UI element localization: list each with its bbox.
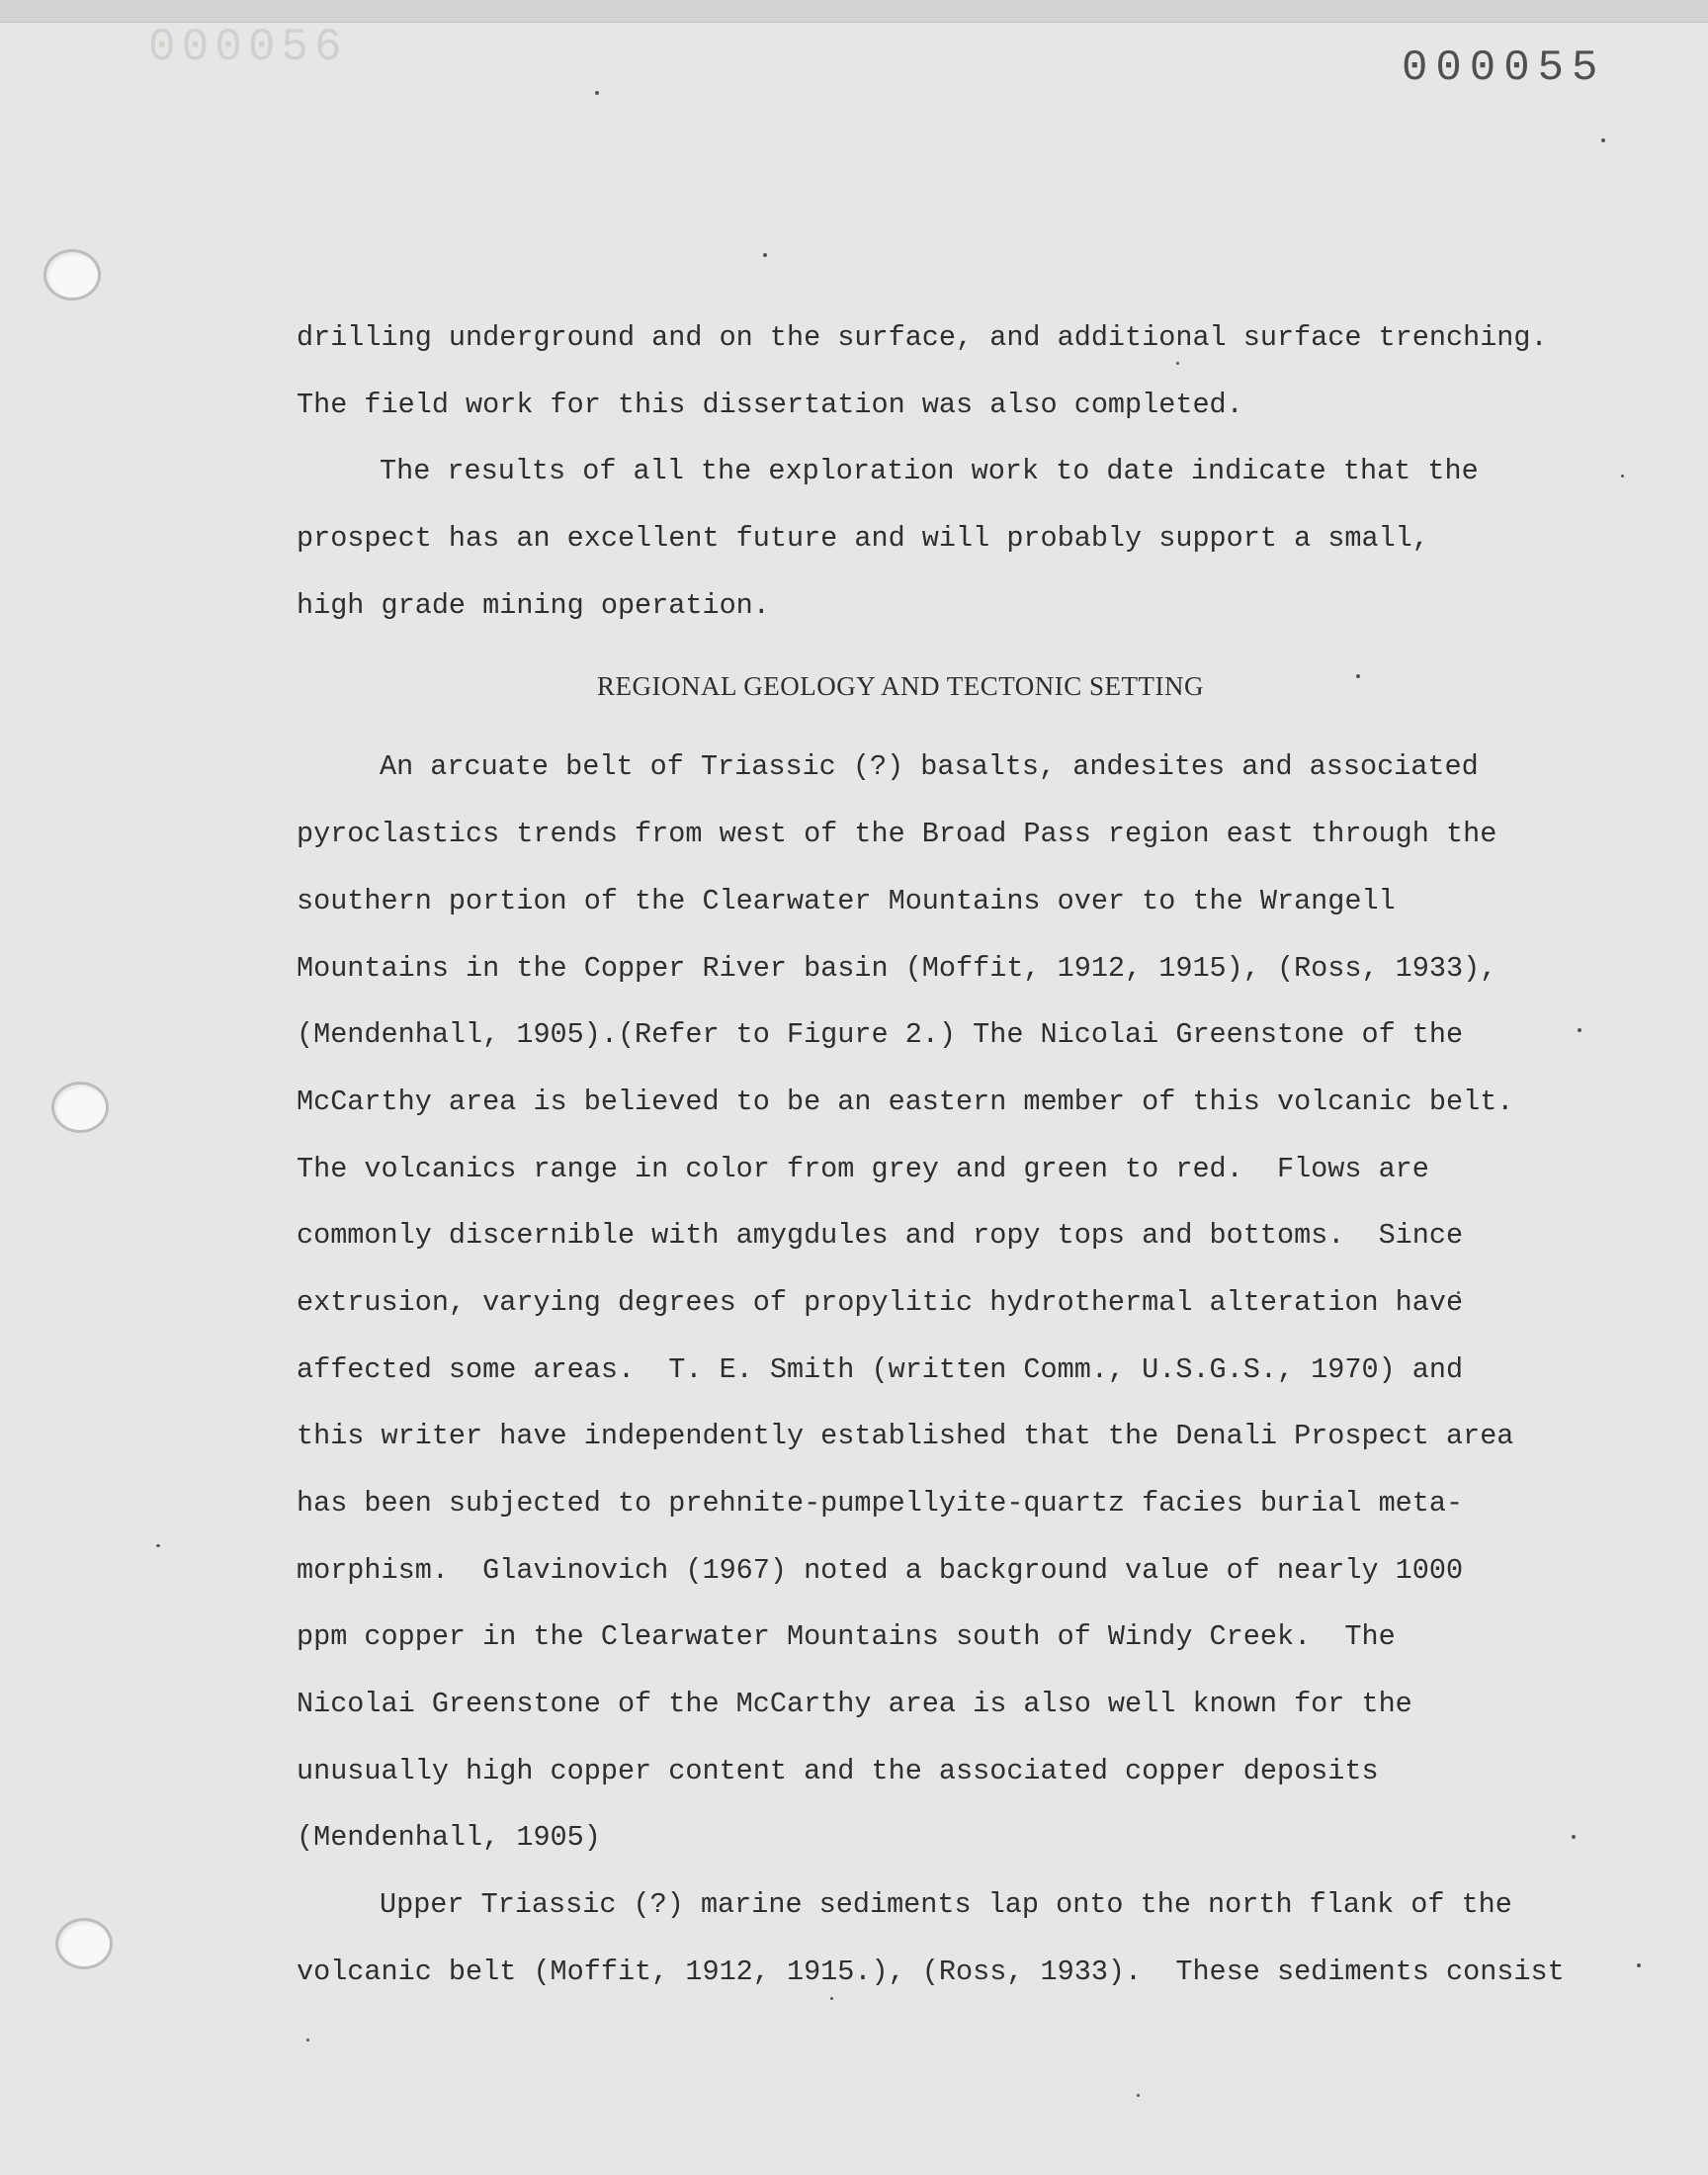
text-line: commonly discernible with amygdules and ropy tops and bottoms. Since [297,1219,1464,1253]
text-line: unusually high copper content and the associated copper deposits [297,1754,1379,1787]
text-line: Nicolai Greenstone of the McCarthy area is also well known for the [297,1688,1412,1721]
scan-speck [595,91,599,95]
text-line: southern portion of the Clearwater Mountains over to the Wrangell [297,884,1396,917]
text-line: extrusion, varying degrees of propylitic hydrothermal alteration have [297,1285,1464,1319]
text-line: (Mendenhall, 1905).(Refer to Figure 2.) The Nicolai Greenstone of the [297,1018,1464,1052]
text-line: Mountains in the Copper River basin (Moffit, 1912, 1915), (Ross, 1933), [297,951,1497,985]
punch-hole-middle [51,1082,109,1133]
scan-speck [763,253,767,257]
text-line: pyroclastics trends from west of the Broad Pass region east through the [297,818,1497,851]
scan-speck [156,1544,160,1547]
scan-speck [1637,1963,1641,1967]
text-line: has been subjected to prehnite-pumpellyite-quartz facies burial meta- [297,1487,1464,1520]
text-line: morphism. Glavinovich (1967) noted a background value of nearly 1000 [297,1553,1464,1587]
scan-top-edge [0,0,1708,23]
text-line: high grade mining operation. [297,588,770,622]
text-line: affected some areas. T. E. Smith (written Comm., U.S.G.S., 1970) and [297,1352,1464,1386]
text-line: prospect has an excellent future and will probably support a small, [297,522,1429,556]
text-line: The field work for this dissertation was also completed. [297,388,1243,421]
text-line: ppm copper in the Clearwater Mountains south of Windy Creek. The [297,1620,1396,1654]
punch-hole-top [43,249,101,301]
text-line: (Mendenhall, 1905) [297,1821,601,1855]
text-line: McCarthy area is believed to be an eastern member of this volcanic belt. [297,1085,1514,1118]
bleed-through-page-number: 000056 [148,22,348,73]
text-line: drilling underground and on the surface, and additional surface trenching. [297,321,1548,354]
page-number: 000055 [1402,44,1606,93]
text-line: An arcuate belt of Triassic (?) basalts, andesites and associated [380,750,1479,784]
text-line: this writer have independently established that the Denali Prospect area [297,1420,1514,1453]
scan-speck [1601,138,1605,142]
text-line: The volcanics range in color from grey and green to red. Flows are [297,1152,1429,1185]
scan-speck [1137,2094,1140,2097]
section-heading: REGIONAL GEOLOGY AND TECTONIC SETTING [597,671,1204,702]
body-text [297,304,1581,2006]
text-line: The results of all the exploration work to date indicate that the [380,455,1479,488]
scan-speck [1621,475,1624,478]
text-line: volcanic belt (Moffit, 1912, 1915.), (Ross, 1933). These sediments consist [297,1955,1565,1988]
punch-hole-bottom [55,1918,113,1969]
text-line: Upper Triassic (?) marine sediments lap onto the north flank of the [380,1888,1512,1922]
scan-speck [306,2039,309,2042]
